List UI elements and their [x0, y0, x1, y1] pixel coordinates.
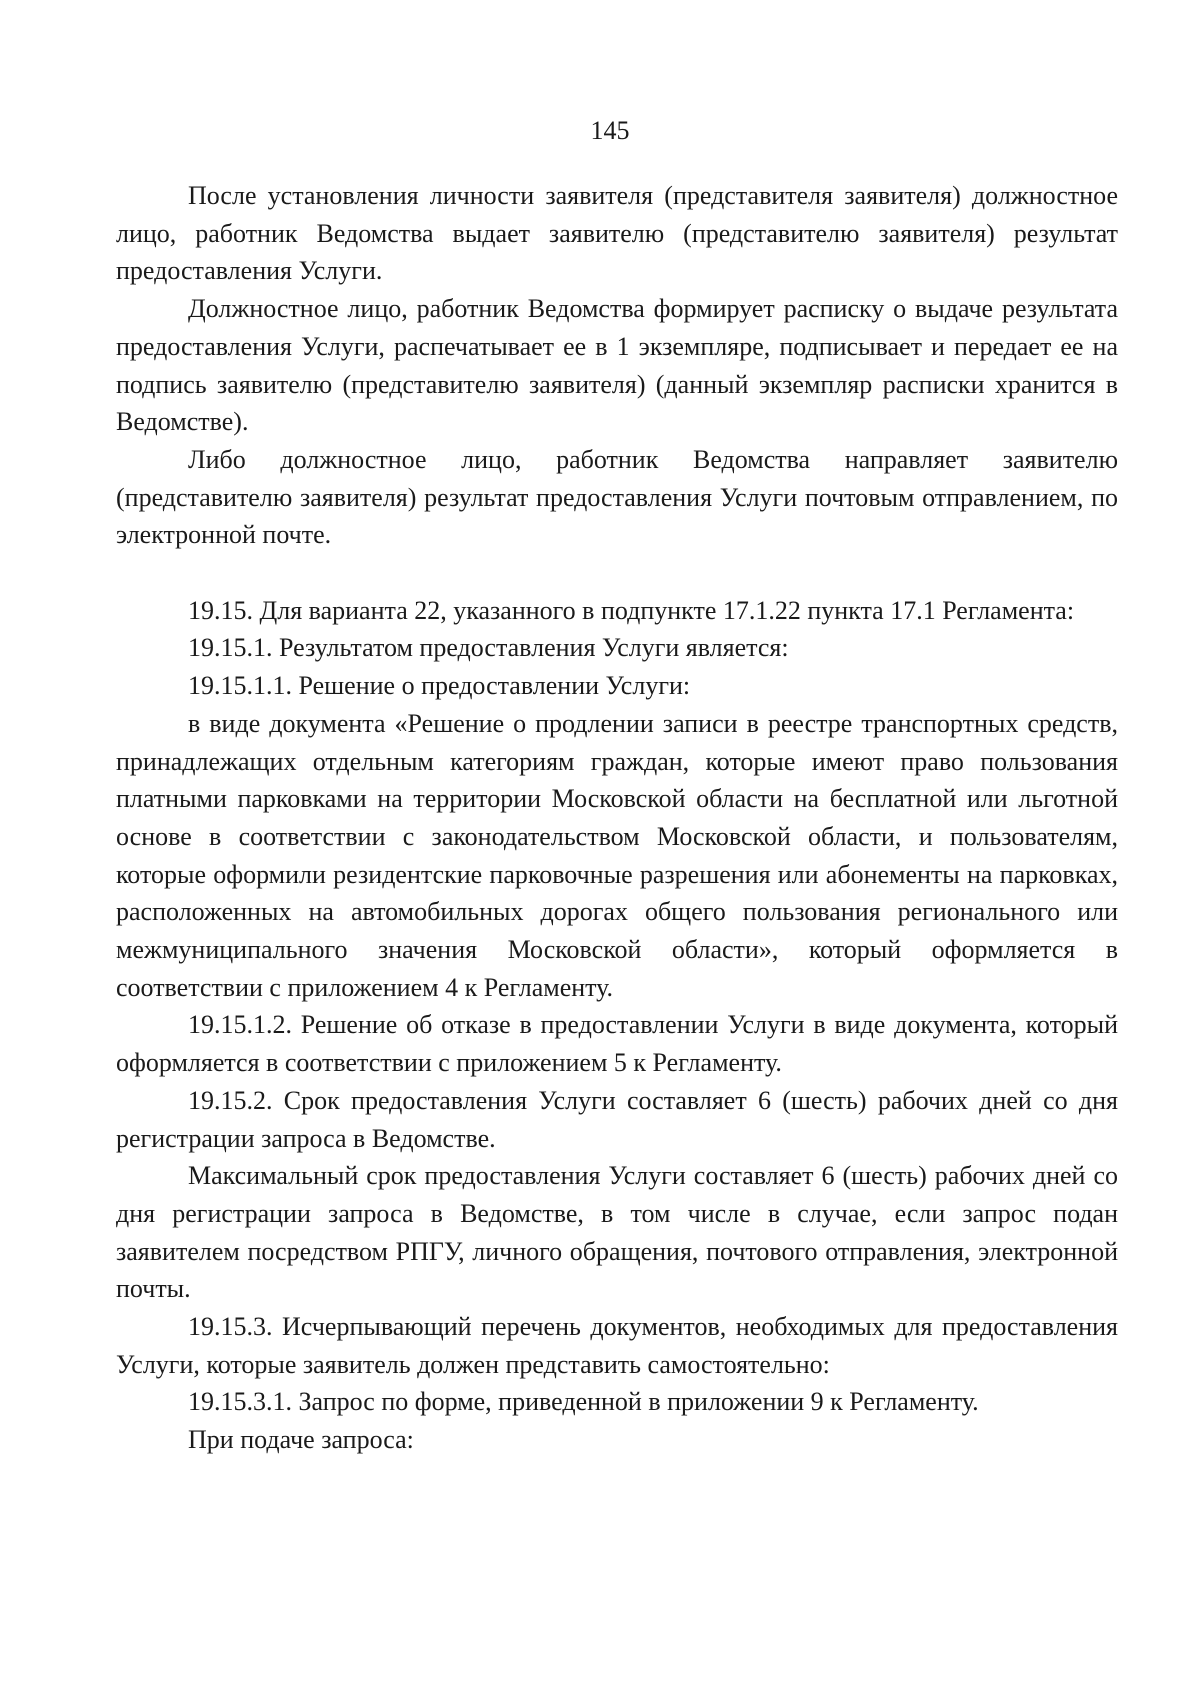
paragraph: 19.15.1. Результатом предоставления Услуги является: — [188, 633, 789, 663]
section-heading-19-15: 19.15. Для варианта 22, указанного в подпункте 17.1.22 пункта 17.1 Регламента: — [188, 595, 1075, 625]
paragraph: Должностное лицо, работник Ведомства формирует расписку о выдаче результата предоставления Услуги, распечатывает ее в 1 экземпляре, подписывает и передает ее на подпись заявителю (представителю заявителя) (данный экземпляр расписки хранится в Ведомстве). — [116, 294, 1118, 437]
paragraph: При подаче запроса: — [188, 1425, 414, 1455]
page-number: 145 — [590, 116, 630, 145]
paragraph: 19.15.3.1. Запрос по форме, приведенной в приложении 9 к Регламенту. — [188, 1387, 979, 1417]
paragraph: Максимальный срок предоставления Услуги составляет 6 (шесть) рабочих дней со дня регистрации запроса в Ведомстве, в том числе в случае, если запрос подан заявителем посредством РПГУ, личного обращения, почтового отправления, электронной почты. — [116, 1161, 1118, 1304]
paragraph: После установления личности заявителя (представителя заявителя) должностное лицо, работник Ведомства выдает заявителю (представителю заявителя) результат предоставления Услуги. — [116, 181, 1118, 286]
paragraph: 19.15.3. Исчерпывающий перечень документов, необходимых для предоставления Услуги, которые заявитель должен представить самостоятельно: — [116, 1312, 1118, 1379]
document-body — [116, 177, 1118, 1459]
paragraph: 19.15.1.1. Решение о предоставлении Услуги: — [188, 671, 691, 701]
paragraph: Либо должностное лицо, работник Ведомства направляет заявителю (представителю заявителя) результат предоставления Услуги почтовым отправлением, по электронной почте. — [116, 444, 1118, 550]
paragraph: в виде документа «Решение о продлении записи в реестре транспортных средств, принадлежащих отдельным категориям граждан, которые имеют право пользования платными парковками на территории Московской области на бесплатной или льготной основе в соответствии с законодательством Московской области, и пользователям, которые оформили резидентские парковочные разрешения или абонементы на парковках, расположенных на автомобильных дорогах общего пользования регионального или межмуниципального значения Московской области», который оформляется в соответствии с приложением 4 к Регламенту. — [116, 708, 1118, 1002]
paragraph: 19.15.1.2. Решение об отказе в предоставлении Услуги в виде документа, который оформляется в соответствии с приложением 5 к Регламенту. — [116, 1010, 1118, 1078]
paragraph: 19.15.2. Срок предоставления Услуги составляет 6 (шесть) рабочих дней со дня регистрации запроса в Ведомстве. — [116, 1085, 1118, 1153]
